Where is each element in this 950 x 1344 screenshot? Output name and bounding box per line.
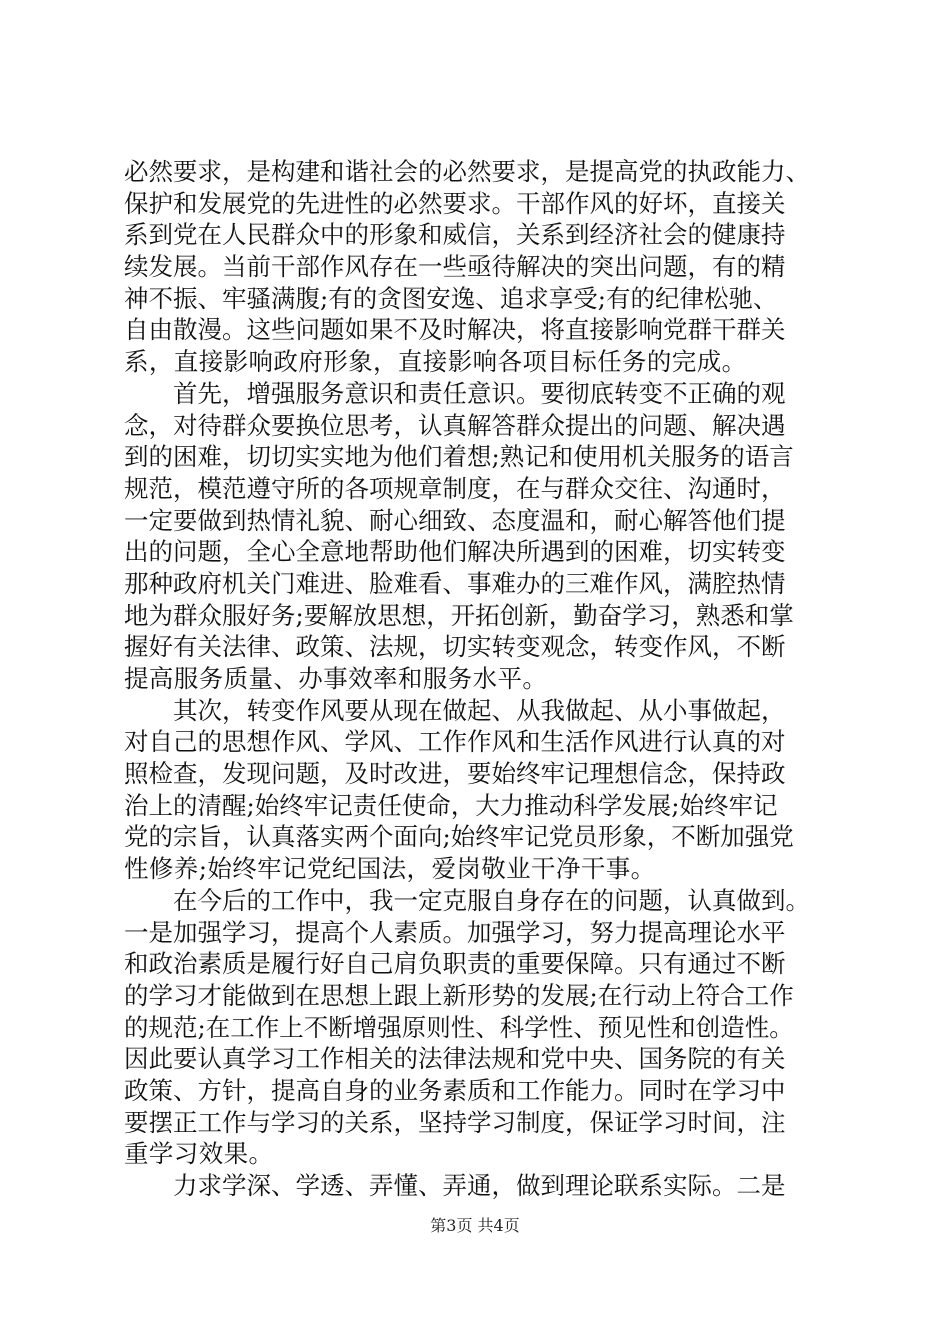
text-line: 续发展。当前干部作风存在一些亟待解决的突出问题，有的精 <box>124 252 786 282</box>
text-line: 地为群众服好务;要解放思想，开拓创新，勤奋学习，熟悉和掌 <box>124 600 794 630</box>
text-line: 出的问题，全心全意地帮助他们解决所遇到的困难，切实转变 <box>124 537 786 567</box>
text-line: 规范，模范遵守所的各项规章制度，在与群众交往、沟通时， <box>124 473 786 503</box>
text-line: 其次，转变作风要从现在做起、从我做起、从小事做起， <box>124 695 786 725</box>
text-line: 系到党在人民群众中的形象和威信，关系到经济社会的健康持 <box>124 220 786 250</box>
text-line: 系，直接影响政府形象，直接影响各项目标任务的完成。 <box>124 347 747 377</box>
text-line: 政策、方针，提高自身的业务素质和工作能力。同时在学习中 <box>124 1075 786 1105</box>
text-line: 念，对待群众要换位思考，认真解答群众提出的问题、解决遇 <box>124 410 786 440</box>
text-line: 首先，增强服务意识和责任意识。要彻底转变不正确的观 <box>124 378 786 408</box>
text-line: 性修养;始终牢记党纪国法，爱岗敬业干净干事。 <box>124 854 656 884</box>
text-line: 党的宗旨，认真落实两个面向;始终牢记党员形象，不断加强党 <box>124 822 794 852</box>
text-line: 自由散漫。这些问题如果不及时解决，将直接影响党群干群关 <box>124 315 786 345</box>
text-line: 一是加强学习，提高个人素质。加强学习，努力提高理论水平 <box>124 917 786 947</box>
text-line: 神不振、牢骚满腹;有的贪图安逸、追求享受;有的纪律松驰、 <box>124 283 778 313</box>
text-line: 和政治素质是履行好自己肩负职责的重要保障。只有通过不断 <box>124 949 786 979</box>
text-line: 力求学深、学透、弄懂、弄通，做到理论联系实际。二是 <box>124 1171 786 1200</box>
text-line: 因此要认真学习工作相关的法律法规和党中央、国务院的有关 <box>124 1044 786 1074</box>
text-line: 提高服务质量、办事效率和服务水平。 <box>124 664 548 693</box>
text-line: 的学习才能做到在思想上跟上新形势的发展;在行动上符合工作 <box>124 980 794 1010</box>
text-line: 必然要求，是构建和谐社会的必然要求，是提高党的执政能力、 <box>124 157 810 186</box>
text-line: 照检查，发现问题，及时改进，要始终牢记理想信念，保持政 <box>124 759 786 789</box>
page-footer: 第3页 共4页 <box>430 1216 520 1235</box>
text-line: 对自己的思想作风、学风、工作作风和生活作风进行认真的对 <box>124 727 786 757</box>
text-line: 保护和发展党的先进性的必然要求。干部作风的好坏，直接关 <box>124 188 786 218</box>
text-line: 重学习效果。 <box>124 1139 274 1169</box>
text-line: 在今后的工作中，我一定克服自身存在的问题，认真做到。 <box>124 885 810 915</box>
text-line: 要摆正工作与学习的关系，坚持学习制度，保证学习时间，注 <box>124 1107 786 1137</box>
text-line: 治上的清醒;始终牢记责任使命，大力推动科学发展;始终牢记 <box>124 790 778 820</box>
text-line: 一定要做到热情礼貌、耐心细致、态度温和，耐心解答他们提 <box>124 505 786 535</box>
text-line: 那种政府机关门难进、脸难看、事难办的三难作风，满腔热情 <box>124 568 786 598</box>
text-line: 握好有关法律、政策、法规，切实转变观念，转变作风，不断 <box>124 632 786 662</box>
document-body <box>124 156 830 1202</box>
text-line: 到的困难，切切实实地为他们着想;熟记和使用机关服务的语言 <box>124 442 794 472</box>
text-line: 的规范;在工作上不断增强原则性、科学性、预见性和创造性。 <box>124 1012 794 1042</box>
